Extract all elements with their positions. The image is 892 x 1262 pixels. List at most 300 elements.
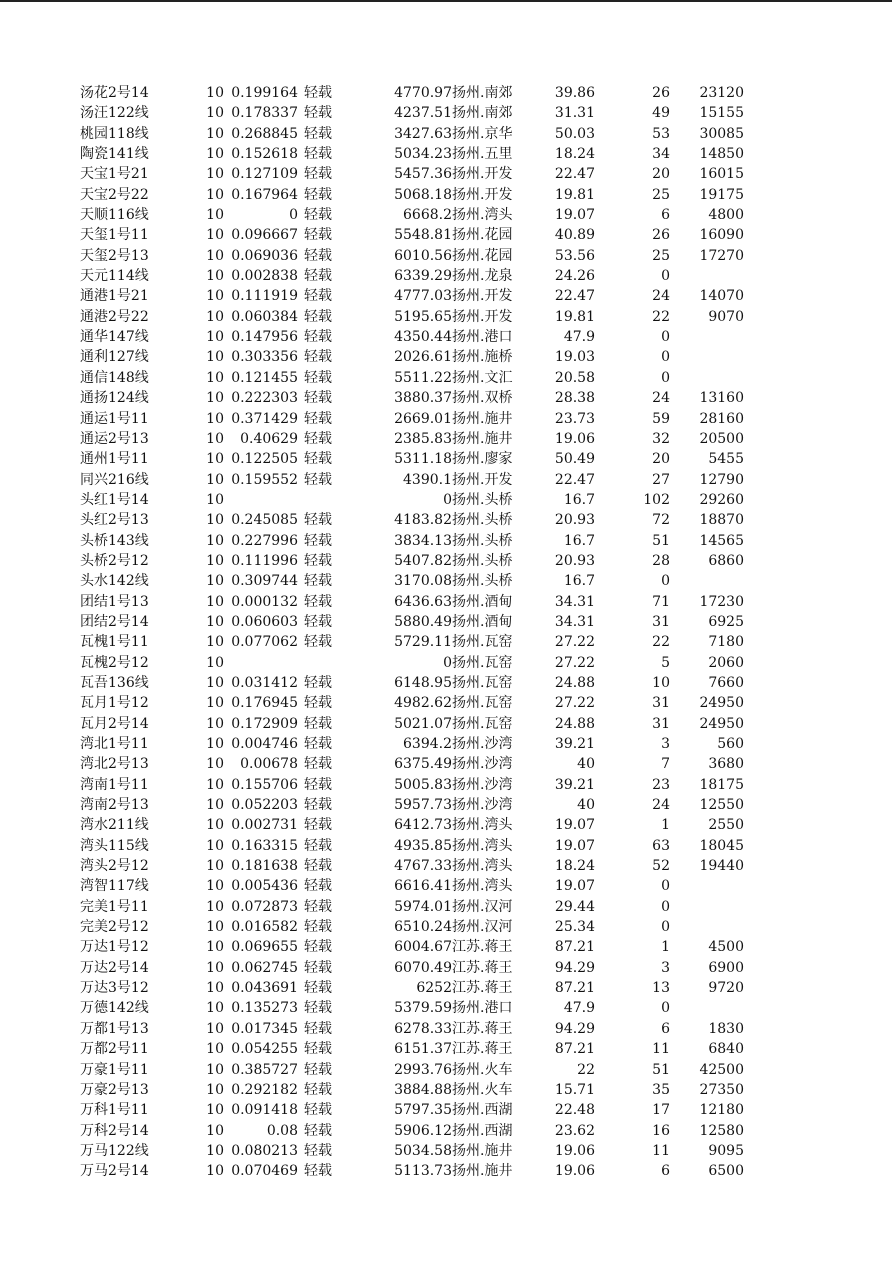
- voltage-cell: 10: [206, 451, 224, 468]
- value-cell: 4935.85: [394, 837, 452, 854]
- feeder-name-cell: 湾头115线: [80, 837, 149, 854]
- count-cell: 34: [652, 146, 670, 163]
- voltage-cell: 10: [206, 858, 224, 875]
- length-cell: 22.47: [554, 288, 595, 305]
- load-status-cell: 轻载: [304, 736, 332, 752]
- load-ratio-cell: 0.016582: [231, 919, 298, 936]
- length-cell: 40: [577, 756, 595, 773]
- feeder-name-cell: 汤汪122线: [80, 105, 149, 122]
- length-cell: 39.21: [554, 776, 595, 793]
- load-ratio-cell: 0.303356: [231, 349, 298, 366]
- location-cell: 扬州.施井: [452, 410, 513, 427]
- table-row: [80, 388, 760, 408]
- load-ratio-cell: 0.152618: [231, 146, 298, 163]
- load-status-cell: 轻载: [304, 898, 332, 915]
- length-cell: 19.07: [554, 207, 595, 224]
- load-ratio-cell: 0.002838: [231, 268, 298, 285]
- capacity-cell: 2550: [708, 817, 744, 834]
- value-cell: 6375.49: [394, 756, 452, 773]
- value-cell: 5068.18: [394, 186, 452, 203]
- value-cell: 5034.23: [394, 146, 452, 163]
- capacity-cell: 18175: [699, 776, 744, 793]
- feeder-name-cell: 团结2号14: [80, 613, 149, 630]
- count-cell: 52: [652, 858, 670, 875]
- feeder-name-cell: 天顺116线: [80, 207, 149, 224]
- count-cell: 0: [661, 878, 670, 895]
- table-row: [80, 917, 760, 937]
- capacity-cell: 6900: [708, 959, 744, 976]
- value-cell: 6070.49: [394, 959, 452, 976]
- table-row: [80, 653, 760, 673]
- voltage-cell: 10: [206, 1041, 224, 1058]
- load-ratio-cell: 0.072873: [231, 898, 298, 915]
- feeder-name-cell: 天玺2号13: [80, 247, 149, 264]
- capacity-cell: 3680: [708, 756, 744, 773]
- table-row: [80, 734, 760, 754]
- length-cell: 23.62: [554, 1122, 595, 1139]
- capacity-cell: 14565: [699, 532, 744, 549]
- value-cell: 6252: [416, 980, 452, 997]
- location-cell: 扬州.湾头: [452, 207, 513, 224]
- value-cell: 6148.95: [394, 674, 452, 691]
- location-cell: 江苏.蒋王: [452, 959, 513, 976]
- load-status-cell: 轻载: [304, 695, 332, 712]
- load-status-cell: 轻载: [304, 674, 332, 691]
- length-cell: 29.44: [554, 898, 595, 915]
- load-status-cell: 轻载: [304, 532, 332, 549]
- table-row: [80, 225, 760, 245]
- length-cell: 27.22: [554, 634, 595, 651]
- length-cell: 39.86: [554, 85, 595, 101]
- load-status-cell: 轻载: [304, 471, 332, 488]
- load-status-cell: 轻载: [304, 939, 332, 956]
- length-cell: 87.21: [554, 980, 595, 997]
- load-ratio-cell: 0.054255: [231, 1041, 298, 1058]
- location-cell: 扬州.龙泉: [452, 268, 513, 285]
- count-cell: 0: [661, 329, 670, 346]
- value-cell: 6616.41: [394, 878, 452, 895]
- voltage-cell: 10: [206, 227, 224, 244]
- feeder-name-cell: 万达3号12: [80, 980, 149, 997]
- value-cell: 2669.01: [394, 410, 452, 427]
- length-cell: 40.89: [554, 227, 595, 244]
- load-status-cell: 轻载: [304, 166, 332, 183]
- table-row: [80, 632, 760, 652]
- location-cell: 扬州.瓦窑: [452, 695, 513, 712]
- voltage-cell: 10: [206, 125, 224, 142]
- count-cell: 25: [652, 186, 670, 203]
- load-status-cell: 轻载: [304, 85, 332, 101]
- load-ratio-cell: 0.167964: [231, 186, 298, 203]
- load-status-cell: 轻载: [304, 776, 332, 793]
- load-status-cell: 轻载: [304, 1122, 332, 1139]
- location-cell: 扬州.西湖: [452, 1122, 513, 1139]
- capacity-cell: 6925: [708, 613, 744, 630]
- table-row: [80, 693, 760, 713]
- location-cell: 扬州.施井: [452, 430, 513, 447]
- count-cell: 31: [652, 695, 670, 712]
- table-row: [80, 449, 760, 469]
- length-cell: 19.07: [554, 837, 595, 854]
- value-cell: 2026.61: [394, 349, 452, 366]
- table-row: [80, 144, 760, 164]
- load-ratio-cell: 0.40629: [240, 430, 298, 447]
- load-status-cell: 轻载: [304, 369, 332, 386]
- location-cell: 扬州.花园: [452, 247, 513, 264]
- feeder-name-cell: 通州1号11: [80, 451, 149, 468]
- load-status-cell: 轻载: [304, 125, 332, 142]
- length-cell: 20.93: [554, 552, 595, 569]
- feeder-name-cell: 通运2号13: [80, 430, 149, 447]
- load-status-cell: 轻载: [304, 613, 332, 630]
- load-ratio-cell: 0.062745: [231, 959, 298, 976]
- location-cell: 扬州.京华: [452, 125, 513, 142]
- load-ratio-cell: 0.385727: [231, 1061, 298, 1078]
- value-cell: 6412.73: [394, 817, 452, 834]
- table-row: [80, 246, 760, 266]
- value-cell: 5974.01: [394, 898, 452, 915]
- voltage-cell: 10: [206, 471, 224, 488]
- voltage-cell: 10: [206, 105, 224, 122]
- voltage-cell: 10: [206, 715, 224, 732]
- count-cell: 11: [652, 1041, 670, 1058]
- load-ratio-cell: 0.222303: [231, 390, 298, 407]
- load-ratio-cell: 0.122505: [231, 451, 298, 468]
- count-cell: 6: [661, 1020, 670, 1037]
- count-cell: 7: [661, 756, 670, 773]
- spreadsheet-table: [80, 83, 760, 1182]
- voltage-cell: 10: [206, 288, 224, 305]
- length-cell: 53.56: [554, 247, 595, 264]
- location-cell: 扬州.瓦窑: [452, 674, 513, 691]
- capacity-cell: 12180: [699, 1102, 744, 1119]
- feeder-name-cell: 头桥143线: [80, 532, 149, 549]
- value-cell: 4237.51: [394, 105, 452, 122]
- count-cell: 13: [652, 980, 670, 997]
- load-ratio-cell: 0.043691: [231, 980, 298, 997]
- table-row: [80, 531, 760, 551]
- feeder-name-cell: 头红1号14: [80, 491, 149, 508]
- voltage-cell: 10: [206, 980, 224, 997]
- location-cell: 扬州.开发: [452, 308, 513, 325]
- value-cell: 4777.03: [394, 288, 452, 305]
- table-row: [80, 83, 760, 103]
- value-cell: 6510.24: [394, 919, 452, 936]
- length-cell: 15.71: [554, 1081, 595, 1098]
- voltage-cell: 10: [206, 390, 224, 407]
- length-cell: 50.49: [554, 451, 595, 468]
- voltage-cell: 10: [206, 593, 224, 610]
- capacity-cell: 6840: [708, 1041, 744, 1058]
- load-ratio-cell: 0.227996: [231, 532, 298, 549]
- load-status-cell: 轻载: [304, 797, 332, 814]
- table-row: [80, 1100, 760, 1120]
- length-cell: 19.07: [554, 817, 595, 834]
- location-cell: 江苏.蒋王: [452, 1020, 513, 1037]
- table-row: [80, 592, 760, 612]
- load-status-cell: 轻载: [304, 451, 332, 468]
- feeder-name-cell: 完美1号11: [80, 898, 149, 915]
- value-cell: 3880.37: [394, 390, 452, 407]
- location-cell: 扬州.港口: [452, 329, 513, 346]
- table-row: [80, 1080, 760, 1100]
- count-cell: 22: [652, 634, 670, 651]
- load-ratio-cell: 0.371429: [231, 410, 298, 427]
- count-cell: 27: [652, 471, 670, 488]
- load-ratio-cell: 0.060603: [231, 613, 298, 630]
- feeder-name-cell: 万都1号13: [80, 1020, 149, 1037]
- load-ratio-cell: 0.08: [266, 1122, 298, 1139]
- location-cell: 扬州.瓦窑: [452, 634, 513, 651]
- length-cell: 47.9: [563, 329, 595, 346]
- count-cell: 49: [652, 105, 670, 122]
- voltage-cell: 10: [206, 308, 224, 325]
- voltage-cell: 10: [206, 512, 224, 529]
- table-row: [80, 286, 760, 306]
- table-row: [80, 307, 760, 327]
- table-row: [80, 1019, 760, 1039]
- voltage-cell: 10: [206, 186, 224, 203]
- capacity-cell: 2060: [708, 654, 744, 671]
- voltage-cell: 10: [206, 736, 224, 752]
- table-row: [80, 266, 760, 286]
- value-cell: 5457.36: [394, 166, 452, 183]
- capacity-cell: 14070: [699, 288, 744, 305]
- length-cell: 20.58: [554, 369, 595, 386]
- location-cell: 扬州.双桥: [452, 390, 513, 407]
- count-cell: 3: [661, 959, 670, 976]
- length-cell: 24.88: [554, 715, 595, 732]
- location-cell: 扬州.火车: [452, 1061, 513, 1078]
- table-row: [80, 429, 760, 449]
- location-cell: 扬州.文汇: [452, 369, 513, 386]
- feeder-name-cell: 天宝1号21: [80, 166, 149, 183]
- table-row: [80, 754, 760, 774]
- count-cell: 28: [652, 552, 670, 569]
- load-status-cell: 轻载: [304, 1163, 332, 1180]
- value-cell: 5021.07: [394, 715, 452, 732]
- location-cell: 扬州.西湖: [452, 1102, 513, 1119]
- count-cell: 26: [652, 85, 670, 101]
- table-row: [80, 124, 760, 144]
- table-row: [80, 998, 760, 1018]
- voltage-cell: 10: [206, 756, 224, 773]
- count-cell: 0: [661, 573, 670, 590]
- voltage-cell: 10: [206, 654, 224, 671]
- value-cell: 5511.22: [394, 369, 452, 386]
- voltage-cell: 10: [206, 1102, 224, 1119]
- feeder-name-cell: 湾头2号12: [80, 858, 149, 875]
- load-status-cell: 轻载: [304, 410, 332, 427]
- load-ratio-cell: 0.121455: [231, 369, 298, 386]
- length-cell: 34.31: [554, 593, 595, 610]
- load-status-cell: 轻载: [304, 105, 332, 122]
- capacity-cell: 15155: [699, 105, 744, 122]
- voltage-cell: 10: [206, 329, 224, 346]
- voltage-cell: 10: [206, 1061, 224, 1078]
- count-cell: 20: [652, 451, 670, 468]
- voltage-cell: 10: [206, 919, 224, 936]
- load-ratio-cell: 0.163315: [231, 837, 298, 854]
- table-row: [80, 1161, 760, 1181]
- count-cell: 0: [661, 369, 670, 386]
- count-cell: 0: [661, 268, 670, 285]
- location-cell: 扬州.酒甸: [452, 613, 513, 630]
- value-cell: 5311.18: [394, 451, 452, 468]
- count-cell: 24: [652, 797, 670, 814]
- load-status-cell: 轻载: [304, 207, 332, 224]
- capacity-cell: 4500: [708, 939, 744, 956]
- location-cell: 扬州.湾头: [452, 837, 513, 854]
- capacity-cell: 12550: [699, 797, 744, 814]
- count-cell: 24: [652, 390, 670, 407]
- load-ratio-cell: 0.096667: [231, 227, 298, 244]
- table-row: [80, 409, 760, 429]
- length-cell: 94.29: [554, 1020, 595, 1037]
- capacity-cell: 1830: [708, 1020, 744, 1037]
- load-status-cell: 轻载: [304, 288, 332, 305]
- value-cell: 6394.2: [403, 736, 452, 752]
- voltage-cell: 10: [206, 674, 224, 691]
- table-row: [80, 368, 760, 388]
- feeder-name-cell: 瓦槐2号12: [80, 654, 149, 671]
- count-cell: 10: [652, 674, 670, 691]
- load-ratio-cell: 0.127109: [231, 166, 298, 183]
- load-ratio-cell: 0.005436: [231, 878, 298, 895]
- feeder-name-cell: 万马2号14: [80, 1163, 149, 1180]
- voltage-cell: 10: [206, 939, 224, 956]
- value-cell: 6004.67: [394, 939, 452, 956]
- feeder-name-cell: 万科2号14: [80, 1122, 149, 1139]
- capacity-cell: 6500: [708, 1163, 744, 1180]
- length-cell: 19.07: [554, 878, 595, 895]
- capacity-cell: 12790: [699, 471, 744, 488]
- value-cell: 5113.73: [394, 1163, 452, 1180]
- location-cell: 扬州.南郊: [452, 105, 513, 122]
- feeder-name-cell: 万豪1号11: [80, 1061, 149, 1078]
- capacity-cell: 18870: [699, 512, 744, 529]
- location-cell: 扬州.汉河: [452, 898, 513, 915]
- capacity-cell: 6860: [708, 552, 744, 569]
- length-cell: 27.22: [554, 654, 595, 671]
- table-row: [80, 775, 760, 795]
- load-ratio-cell: 0.268845: [231, 125, 298, 142]
- feeder-name-cell: 桃园118线: [80, 125, 149, 142]
- value-cell: 0: [443, 491, 452, 508]
- capacity-cell: 14850: [699, 146, 744, 163]
- voltage-cell: 10: [206, 634, 224, 651]
- capacity-cell: 5455: [708, 451, 744, 468]
- length-cell: 28.38: [554, 390, 595, 407]
- load-status-cell: 轻载: [304, 1061, 332, 1078]
- count-cell: 31: [652, 613, 670, 630]
- location-cell: 扬州.火车: [452, 1081, 513, 1098]
- voltage-cell: 10: [206, 532, 224, 549]
- value-cell: 5195.65: [394, 308, 452, 325]
- count-cell: 1: [661, 817, 670, 834]
- load-ratio-cell: 0.031412: [231, 674, 298, 691]
- capacity-cell: 7660: [708, 674, 744, 691]
- voltage-cell: 10: [206, 573, 224, 590]
- load-status-cell: 轻载: [304, 146, 332, 163]
- load-ratio-cell: 0.111919: [231, 288, 298, 305]
- voltage-cell: 10: [206, 776, 224, 793]
- table-row: [80, 103, 760, 123]
- length-cell: 19.81: [554, 186, 595, 203]
- table-row: [80, 347, 760, 367]
- load-ratio-cell: 0.060384: [231, 308, 298, 325]
- feeder-name-cell: 通信148线: [80, 369, 149, 386]
- voltage-cell: 10: [206, 552, 224, 569]
- length-cell: 31.31: [554, 105, 595, 122]
- load-ratio-cell: 0.181638: [231, 858, 298, 875]
- length-cell: 19.06: [554, 1142, 595, 1159]
- count-cell: 72: [652, 512, 670, 529]
- feeder-name-cell: 头桥2号12: [80, 552, 149, 569]
- table-row: [80, 876, 760, 896]
- capacity-cell: 560: [717, 736, 744, 752]
- load-status-cell: 轻载: [304, 1020, 332, 1037]
- location-cell: 扬州.沙湾: [452, 756, 513, 773]
- value-cell: 3884.88: [394, 1081, 452, 1098]
- table-row: [80, 551, 760, 571]
- count-cell: 0: [661, 919, 670, 936]
- load-status-cell: 轻载: [304, 1102, 332, 1119]
- location-cell: 扬州.开发: [452, 186, 513, 203]
- location-cell: 扬州.廖家: [452, 451, 513, 468]
- capacity-cell: 17270: [699, 247, 744, 264]
- load-status-cell: 轻载: [304, 186, 332, 203]
- voltage-cell: 10: [206, 837, 224, 854]
- count-cell: 51: [652, 1061, 670, 1078]
- voltage-cell: 10: [206, 959, 224, 976]
- value-cell: 3170.08: [394, 573, 452, 590]
- voltage-cell: 10: [206, 1020, 224, 1037]
- load-status-cell: 轻载: [304, 837, 332, 854]
- length-cell: 16.7: [563, 532, 595, 549]
- capacity-cell: 4800: [708, 207, 744, 224]
- location-cell: 扬州.汉河: [452, 919, 513, 936]
- location-cell: 扬州.开发: [452, 166, 513, 183]
- count-cell: 63: [652, 837, 670, 854]
- count-cell: 24: [652, 288, 670, 305]
- location-cell: 扬州.头桥: [452, 532, 513, 549]
- value-cell: 6151.37: [394, 1041, 452, 1058]
- voltage-cell: 10: [206, 695, 224, 712]
- voltage-cell: 10: [206, 247, 224, 264]
- value-cell: 5729.11: [394, 634, 452, 651]
- table-row: [80, 937, 760, 957]
- location-cell: 江苏.蒋王: [452, 939, 513, 956]
- feeder-name-cell: 汤花2号14: [80, 85, 149, 101]
- load-ratio-cell: 0.00678: [240, 756, 298, 773]
- load-status-cell: 轻载: [304, 349, 332, 366]
- table-row: [80, 470, 760, 490]
- length-cell: 22.48: [554, 1102, 595, 1119]
- count-cell: 32: [652, 430, 670, 447]
- value-cell: 5548.81: [394, 227, 452, 244]
- capacity-cell: 27350: [699, 1081, 744, 1098]
- load-ratio-cell: 0.000132: [231, 593, 298, 610]
- feeder-name-cell: 通利127线: [80, 349, 149, 366]
- length-cell: 24.88: [554, 674, 595, 691]
- load-status-cell: 轻载: [304, 1000, 332, 1017]
- feeder-name-cell: 湾智117线: [80, 878, 149, 895]
- load-status-cell: 轻载: [304, 390, 332, 407]
- load-ratio-cell: 0.172909: [231, 715, 298, 732]
- length-cell: 23.73: [554, 410, 595, 427]
- length-cell: 16.7: [563, 491, 595, 508]
